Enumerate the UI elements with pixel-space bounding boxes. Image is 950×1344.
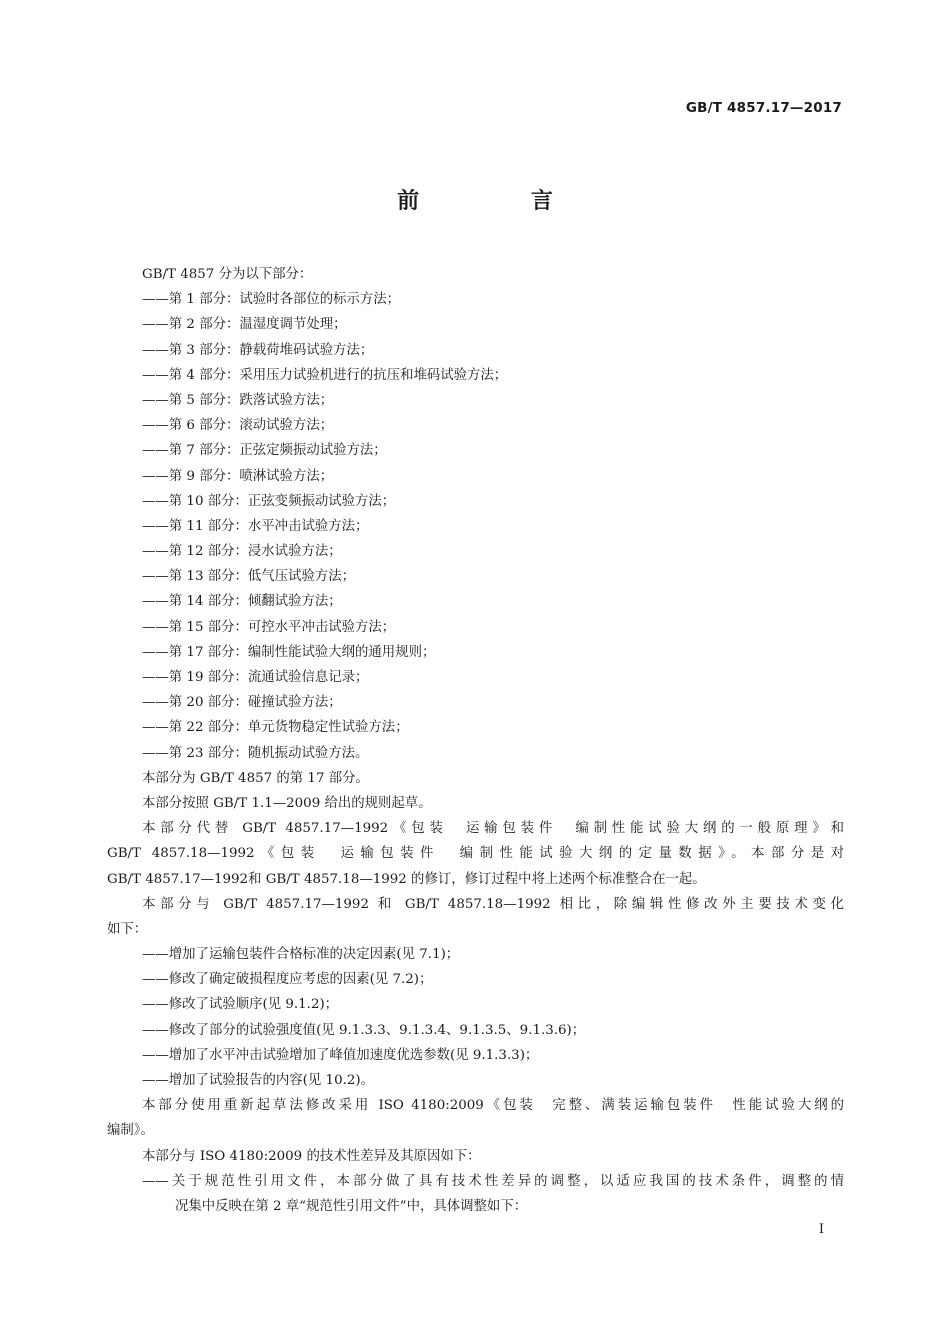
list-item: ——第 19 部分：流通试验信息记录； <box>142 670 369 685</box>
list-item: ——第 12 部分：浸水试验方法； <box>142 544 342 560</box>
list-item: ——第 20 部分：碰撞试验方法； <box>142 695 342 711</box>
list-item: ——修改了确定破损程度应考虑的因素(见 7.2)； <box>142 972 433 988</box>
paragraph-diff: 本部分与 ISO 4180:2009 的技术性差异及其原因如下： <box>142 1148 481 1164</box>
foreword-body <box>107 262 844 1219</box>
list-item: ——增加了试验报告的内容(见 10.2)。 <box>142 1073 374 1088</box>
paragraph-changes <box>107 892 844 942</box>
list-item: ——增加了运输包装件合格标准的决定因素(见 7.1)； <box>142 947 460 963</box>
list-item: ——第 23 部分：随机振动试验方法。 <box>142 745 369 761</box>
list-item: ——第 13 部分：低气压试验方法； <box>142 569 356 585</box>
list-item: ——第 6 部分：滚动试验方法； <box>142 418 334 434</box>
paragraph-drafting: 本部分按照 GB/T 1.1—2009 给出的规则起草。 <box>142 795 432 811</box>
page-number: I <box>818 1222 824 1237</box>
list-item: ——第 5 部分：跌落试验方法； <box>142 392 334 408</box>
paragraph-line: 如下： <box>107 921 148 937</box>
paragraph-iso <box>107 1093 844 1143</box>
paragraph-line: GB/T 4857.18—1992《包装 运输包装件 编制性能试验大纲的定量数据》。本部分是对 <box>107 846 844 862</box>
list-item: ——第 22 部分：单元货物稳定性试验方法； <box>142 720 409 736</box>
parts-list <box>107 287 844 766</box>
paragraph-line: 本部分使用重新起草法修改采用 ISO 4180:2009《包装 完整、满装运输包装件 性能试验大纲的 <box>142 1098 844 1114</box>
list-item: ——第 9 部分：喷淋试验方法； <box>142 468 334 484</box>
list-item: ——第 15 部分：可控水平冲击试验方法； <box>142 619 396 635</box>
page-title: 前 言 <box>397 189 605 214</box>
paragraph-ref <box>107 1169 844 1219</box>
paragraph-line: ——关于规范性引用文件，本部分做了具有技术性差异的调整，以适应我国的技术条件，调整的情 <box>142 1173 844 1189</box>
list-item: ——第 3 部分：静载荷堆码试验方法； <box>142 342 374 358</box>
list-item: ——第 10 部分：正弦变频振动试验方法； <box>142 493 396 509</box>
list-item: ——修改了部分的试验强度值(见 9.1.3.3、9.1.3.4、9.1.3.5、9.1.3.6)； <box>142 1022 586 1038</box>
paragraph-line: 本部分代替 GB/T 4857.17—1992《包装 运输包装件 编制性能试验大纲的一般原理》和 <box>142 821 844 837</box>
changes-list <box>107 942 844 1093</box>
paragraph-replace <box>107 816 844 892</box>
list-item: ——第 17 部分：编制性能试验大纲的通用规则； <box>142 644 436 660</box>
list-item: ——第 1 部分：试验时各部位的标示方法； <box>142 292 401 308</box>
list-item: ——第 14 部分：倾翻试验方法； <box>142 594 342 610</box>
list-item: ——修改了试验顺序(见 9.1.2)； <box>142 997 339 1013</box>
paragraph-line: 本部分与 GB/T 4857.17—1992 和 GB/T 4857.18—1992 相比，除编辑性修改外主要技术变化 <box>142 896 844 912</box>
standard-number: GB/T 4857.17—2017 <box>685 100 842 116</box>
list-item: ——第 11 部分：水平冲击试验方法； <box>142 518 369 534</box>
list-item: ——第 7 部分：正弦定频振动试验方法； <box>142 443 387 459</box>
paragraph-line: GB/T 4857.17—1992和 GB/T 4857.18—1992 的修订，修订过程中将上述两个标准整合在一起。 <box>107 871 706 887</box>
paragraph-line: 况集中反映在第 2 章“规范性引用文件”中，具体调整如下： <box>175 1198 528 1214</box>
paragraph-line: 编制》。 <box>107 1123 154 1139</box>
intro-line: GB/T 4857 分为以下部分： <box>142 267 313 282</box>
list-item: ——第 2 部分：温湿度调节处理； <box>142 317 347 333</box>
list-item: ——增加了水平冲击试验增加了峰值加速度优选参数(见 9.1.3.3)； <box>142 1047 539 1063</box>
paragraph-part: 本部分为 GB/T 4857 的第 17 部分。 <box>142 770 369 786</box>
list-item: ——第 4 部分：采用压力试验机进行的抗压和堆码试验方法； <box>142 367 508 383</box>
